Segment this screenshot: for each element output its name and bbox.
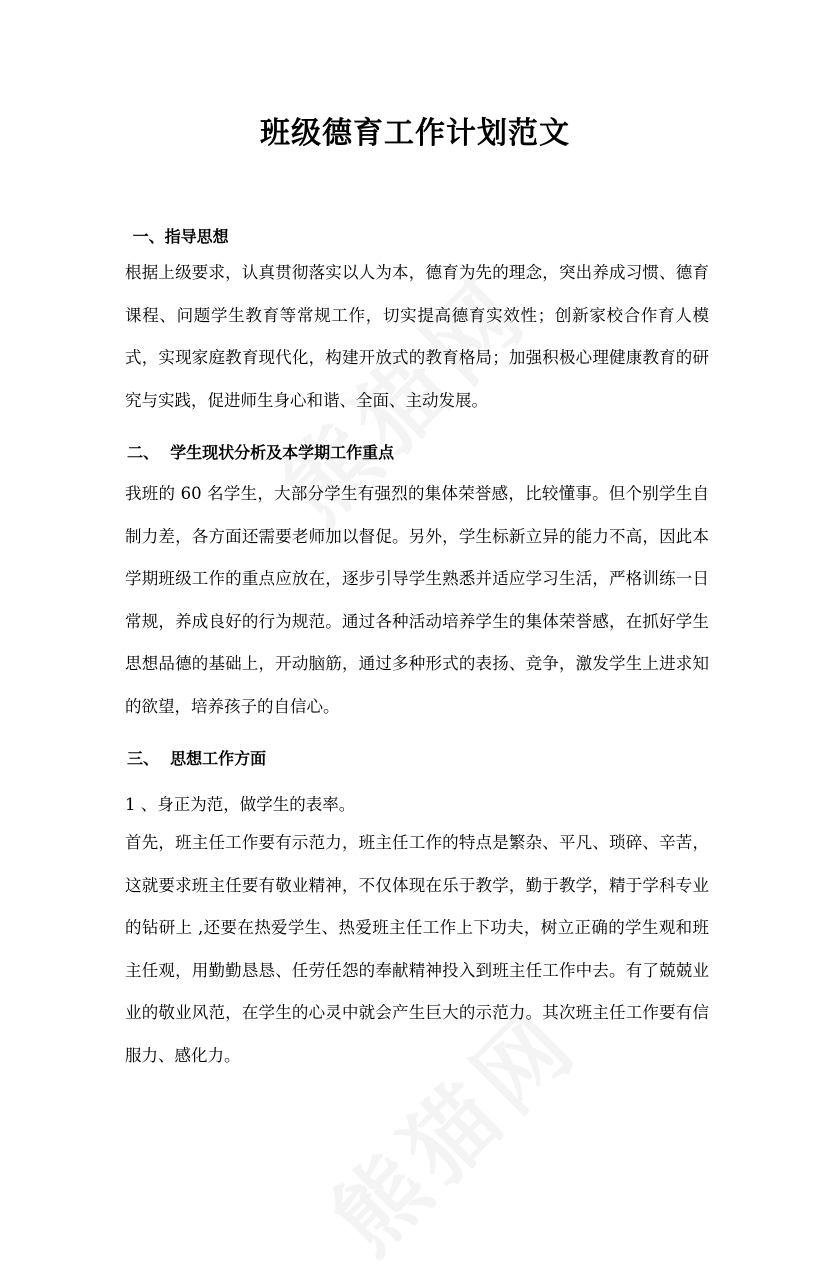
section-heading-guiding-ideology: 一、指导思想 — [127, 227, 229, 246]
document-title: 班级德育工作计划范文 — [260, 116, 570, 151]
paragraph-student-analysis: 我班的 60 名学生，大部分学生有强烈的集体荣誉感，比较懂事。但个别学生自制力差，各方面还需要老师加以督促。另外，学生标新立异的能力不高，因此本学期班级工作的重点应放在，逐步引导学生熟悉并适应学习生活，严格训练一日常规，养成良好的行为规范。通过各种活动培养学生的集体荣誉感，在抓好学生思想品德的基础上，开动脑筋，通过多种形式的表扬、竞争，激发学生上进求知的欲望，培养孩子的自信心。 — [125, 484, 709, 716]
paragraph-ideological-work: 首先，班主任工作要有示范力，班主任工作的特点是繁杂、平凡、琐碎、辛苦，这就要求班主任要有敬业精神，不仅体现在乐于教学，勤于教学，精于学科专业的钻研上 ,还要在热爱学生、热爱班主任工作上下功夫，树立正确的学生观和班主任观，用勤勤恳恳、任劳任怨的奉献精神投入到班主任工作中去。有了兢兢业业的敬业风范，在学生的心灵中就会产生巨大的示范力。其次班主任工作要有信服力、感化力。 — [125, 833, 709, 1065]
paragraph-guiding-ideology: 根据上级要求，认真贯彻落实以人为本，德育为先的理念，突出养成习惯、德育课程、问题学生教育等常规工作，切实提高德育实效性；创新家校合作育人模式，实现家庭教育现代化，构建开放式的教育格局；加强积极心理健康教育的研究与实践，促进师生身心和谐、全面、主动发展。 — [125, 263, 709, 410]
section-heading-ideological-work: 三、 思想工作方面 — [127, 749, 267, 768]
list-item-role-model: 1 、身正为范，做学生的表率。 — [125, 795, 356, 814]
section-heading-student-analysis: 二、 学生现状分析及本学期工作重点 — [127, 443, 395, 462]
